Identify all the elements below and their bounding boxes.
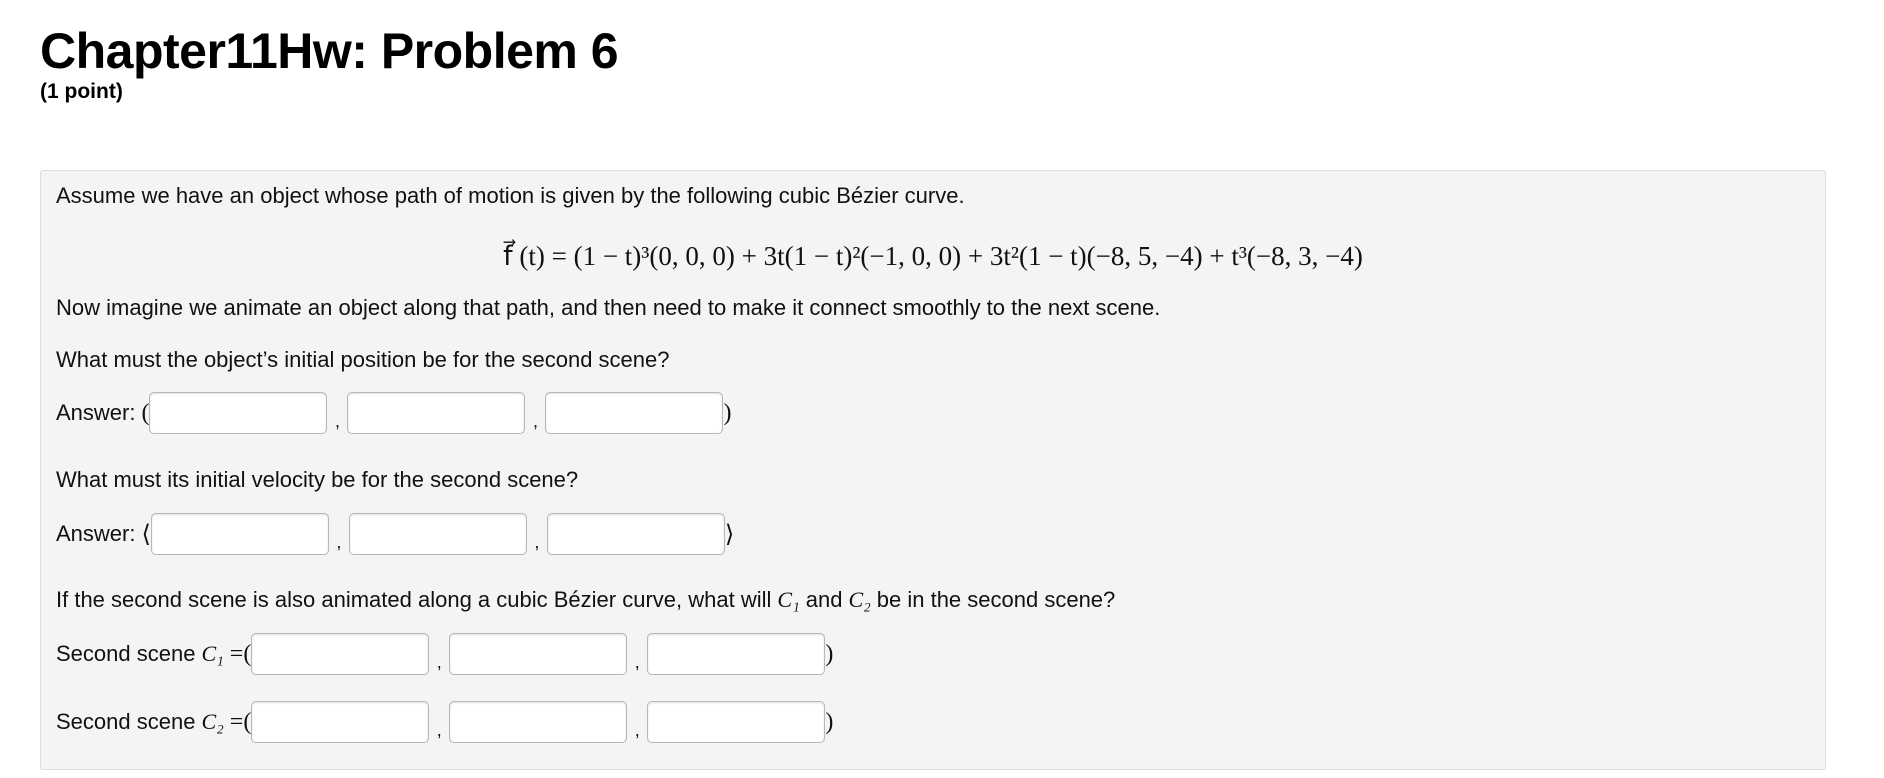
c2-answer-row [56,701,833,743]
c1-x-input[interactable] [251,633,429,675]
open-paren: ( [243,708,252,735]
c1-label: Second scene [56,641,196,666]
answer-label: Answer: [56,400,136,425]
comma: , [334,410,340,431]
position-answer-row [56,392,731,434]
close-paren: ) [723,399,732,426]
c2-y-input[interactable] [449,701,627,743]
c2-x-input[interactable] [251,701,429,743]
velocity-x-input[interactable] [151,513,329,555]
problem-box [40,170,1826,770]
q3-text-end: be in the second scene? [876,587,1116,612]
position-x-input[interactable] [149,392,327,434]
velocity-z-input[interactable] [547,513,725,555]
equals-sign: = [229,640,244,667]
comma: , [634,719,640,740]
comma: , [436,719,442,740]
question-control-points [56,587,1115,613]
q3-text-start: If the second scene is also animated along a cubic Bézier curve, what will [56,587,772,612]
comma: , [534,531,540,552]
open-paren: ( [243,640,252,667]
c2-label: Second scene [56,709,196,734]
c1-answer-row [56,633,833,675]
c2-symbol: C₂ [848,587,871,612]
open-angle: ⟨ [141,521,151,548]
scene-text: Now imagine we animate an object along that path, and then need to make it connect smoothly to the next scene. [56,295,1161,320]
points-label: (1 point) [40,80,123,103]
close-paren: ) [825,640,834,667]
question-velocity: What must its initial velocity be for the second scene? [56,467,579,492]
close-angle: ⟩ [724,521,735,548]
comma: , [336,531,342,552]
position-y-input[interactable] [347,392,525,434]
comma: , [634,651,640,672]
c1-y-input[interactable] [449,633,627,675]
comma: , [532,410,538,431]
open-paren: ( [141,399,150,426]
bezier-formula: f⃗ (t) = (1 − t)³(0, 0, 0) + 3t(1 − t)²(−1, 0, 0) + 3t²(1 − t)(−8, 5, −4) + t³(−8, 3, −4) [503,241,1363,271]
comma: , [436,651,442,672]
equals-sign: = [229,708,244,735]
c1-z-input[interactable] [647,633,825,675]
close-paren: ) [825,708,834,735]
velocity-answer-row [56,513,734,555]
c2-z-input[interactable] [647,701,825,743]
position-z-input[interactable] [545,392,723,434]
velocity-y-input[interactable] [349,513,527,555]
q3-and: and [805,587,843,612]
c1-label-symbol: C₁ [201,641,224,666]
page-title: Chapter11Hw: Problem 6 [40,23,619,79]
intro-text: Assume we have an object whose path of motion is given by the following cubic Bézier curve. [56,183,965,208]
c2-label-symbol: C₂ [201,709,224,734]
answer-label: Answer: [56,521,136,546]
c1-symbol: C₁ [777,587,800,612]
question-position: What must the object’s initial position be for the second scene? [56,347,670,372]
